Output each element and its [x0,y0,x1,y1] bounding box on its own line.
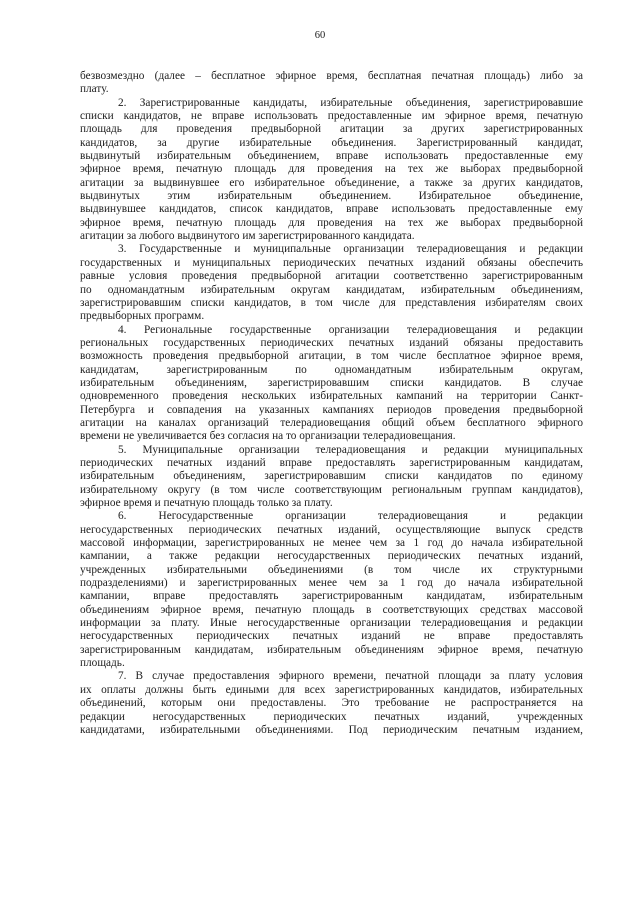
text-line: 4. Региональные государственные организации телерадиовещания и редакции [118,323,583,336]
text-line: агитации за любого выдвинутого им зарегистрированного кандидата. [80,230,415,243]
text-line: избирательным объединениям, зарегистрировавшим списки кандидатов по единому [80,470,583,483]
text-line: агитации на каналах организаций телерадиовещания общий объем бесплатного эфирного [80,416,583,429]
text-line: зарегистрировавшим списки кандидатов, в том числе для представления избирателям своих [80,296,583,309]
text-line: 5. Муниципальные организации телерадиовещания и редакции муниципальных [118,443,583,456]
text-line: площадь. [80,657,125,670]
text-line: избирательным объединениям, зарегистрировавшим списки кандидатов. В случае [80,376,583,389]
text-line: списки кандидатов, не вправе использовать предоставленные им эфирное время, печатную [80,110,583,123]
text-line: выдвинутых этим избирательным объединением. Избирательное объединение, [80,190,583,203]
text-line: периодических печатных изданий вправе предоставлять зарегистрированным кандидатам, [80,456,583,469]
text-line: негосударственных периодических печатных изданий, осуществляющие выпуск средств [80,523,583,536]
text-line: выдвинутый избирательным объединением, вправе использовать предоставленные ему [80,150,583,163]
text-line: избирательному округу (в том числе соответствующим региональным группам кандидатов), [80,483,583,496]
text-line: предвыборных программ. [80,310,205,323]
text-line: государственных и муниципальных периодических печатных изданий обязаны обеспечить [80,256,583,269]
text-line: площадь для проведения предвыборной агитации за других зарегистрированных [80,123,583,136]
text-line: объединений, которым они предоставлены. Это требование не распространяется на [80,697,583,710]
text-line: кандидатами, избирательными объединениями. Под периодическим печатным изданием, [80,723,583,736]
text-line: кандидатам, зарегистрированным по одномандатным избирательным округам, [80,363,583,376]
text-line: времени не увеличивается без согласия на то организации телерадиовещания. [80,430,456,443]
text-line: одновременного проведения нескольких избирательных кампаний на территории Санкт- [80,390,583,403]
text-line: региональных государственных периодических печатных изданий обязаны предоставить [80,336,583,349]
text-line: 7. В случае предоставления эфирного времени, печатной площади за плату условия [118,670,583,683]
text-line: возможность проведения предвыборной агитации, в том числе бесплатное эфирное время, [80,350,583,363]
text-line: эфирное время, печатную площадь для проведения на тех же выборах предвыборной [80,216,583,229]
text-line: учрежденных избирательными объединениями (в том числе их структурными [80,563,583,576]
page-number: 60 [314,30,326,41]
text-line: эфирное время и печатную площадь только за плату. [80,497,333,509]
text-line: 2. Зарегистрированные кандидаты, избирательные объединения, зарегистрировавшие [118,96,583,109]
text-line: плату. [80,83,109,96]
text-line: негосударственных периодических печатных изданий не вправе предоставлять [80,630,583,643]
text-line: выдвинувшее кандидатов, список кандидатов, вправе использовать предоставленные ему [80,203,583,216]
text-line: Петербурга и совпадения на указанных кампаниях периодов проведения предвыборной [80,403,583,416]
text-line: кампании, вправе предоставлять зарегистрированным кандидатам, избирательным [80,590,583,603]
text-line: безвозмездно (далее – бесплатное эфирное время, бесплатная печатная площадь) либо за [80,70,583,82]
text-line: объединениям эфирное время, печатную площадь в соответствующих средствах массовой [80,603,583,616]
text-line: редакции негосударственных периодических печатных изданий, учрежденных [80,710,583,723]
text-line: по одномандатным избирательным округам кандидатам, избирательным объединениям, [80,283,583,296]
text-line: информации за плату. Иные негосударственные организации телерадиовещания и редакции [80,617,583,630]
text-line: зарегистрированным кандидатам, избирательным объединениям эфирное время, печатную [80,643,583,656]
text-line: кампании, а также редакции негосударственных периодических печатных изданий, [80,550,583,563]
text-line: подразделениями) и зарегистрированных менее чем за 1 год до начала избирательной [80,577,583,590]
text-line: равные условия проведения предвыборной агитации соответственно зарегистрированным [80,270,583,283]
text-line: их оплаты должны быть едиными для всех зарегистрированных кандидатов, избирательных [80,683,583,696]
body-text [80,70,583,737]
text-line: агитации за выдвинувшее его избирательное объединение, а также за других кандидатов, [80,176,583,189]
text-line: эфирное время, печатную площадь для проведения на тех же выборах предвыборной [80,163,583,176]
text-line: 3. Государственные и муниципальные организации телерадиовещания и редакции [118,243,583,256]
text-line: массовой информации, зарегистрированных не менее чем за 1 год до начала избирательной [80,537,583,550]
text-line: 6. Негосударственные организации телерадиовещания и редакции [118,510,583,523]
text-line: кандидатов, за другие избирательные объединения. Зарегистрированный кандидат, [80,136,583,149]
